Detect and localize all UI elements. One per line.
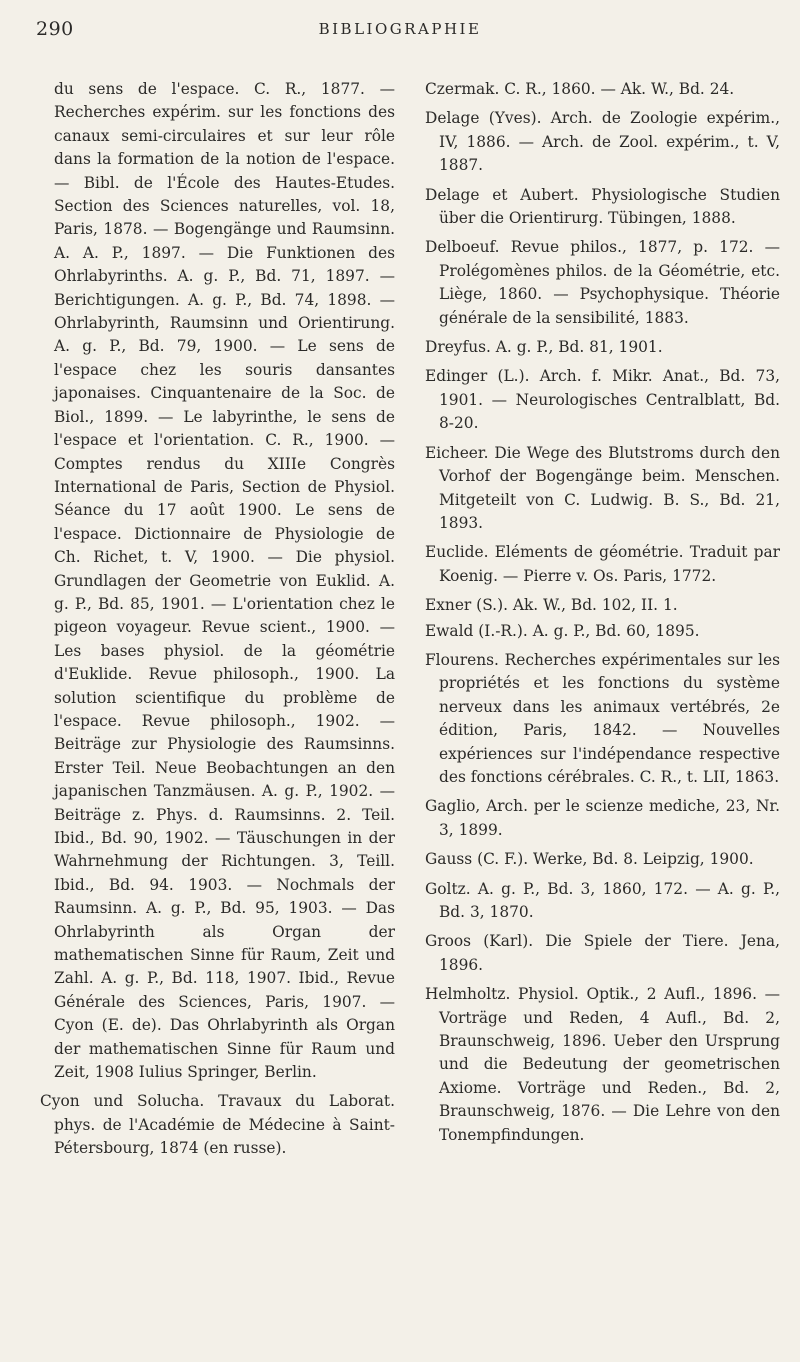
bibliography-entry: Delage et Aubert. Physiologische Studien über die Orientirurg. Tübingen, 1888. [425,185,780,228]
bibliography-entry: Gauss (C. F.). Werke, Bd. 8. Leipzig, 1900. [425,850,754,869]
bibliography-entry: du sens de l'espace. C. R., 1877. — Recherches expérim. sur les fonctions des canaux semi-circulaires et sur leur rôle dans la formation de la notion de l'espace. — Bibl. de l'École des Hautes-Etudes. Section des Sciences naturelles, vol. 18, Paris, 1878. — Bogengänge und Raumsinn. A. A. P., 1897. — Die Funktionen des Ohrlabyrinths. A. g. P., Bd. 71, 1897. — Berichtigungen. A. g. P., Bd. 74, 1898. — Ohrlabyrinth, Raumsinn und Orientirung. A. g. P., Bd. 79, 1900. — Le sens de l'espace chez les souris dansantes japonaises. Cinquantenaire de la Soc. de Biol., 1899. — Le labyrinthe, le sens de l'espace et l'orientation. C. R., 1900. — Comptes rendus du XIIIe Congrès International de Paris, Section de Physiol. Séance du 17 août 1900. Le sens de l'espace. Dictionnaire de Physiologie de Ch. Richet, t. V, 1900. — Die physiol. Grundlagen der Geometrie von Euklid. A. g. P., Bd. 85, 1901. — L'orientation chez le pigeon voyageur. Revue scient., 1900. — Les bases physiol. de la géométrie d'Euklide. Revue philosoph., 1900. La solution scientifique du problème de l'espace. Revue philosoph., 1902. — Beiträge zur Physiologie des Raumsinns. Erster Teil. Neue Beobachtungen an den japanischen Tanzmäusen. A. g. P., 1902. — Beiträge z. Phys. d. Raumsinns. 2. Teil. Ibid., Bd. 90, 1902. — Täuschungen in der Wahrnehmung der Richtungen. 3, Teill. Ibid., Bd. 94. 1903. — Nochmals der Raumsinn. A. g. P., Bd. 95, 1903. — Das Ohrlabyrinth als Organ der mathematischen Sinne für Raum, Zeit und Zahl. A. g. P., Bd. 118, 1907. Ibid., Revue Générale des Sciences, Paris, 1907. — Cyon (E. de). Das Ohrlabyrinth als Organ der mathematischen Sinne für Raum und Zeit, 1908 Iulius Springer, Berlin. [54,80,395,1082]
right-column [425,78,780,1167]
bibliography-entry: Exner (S.). Ak. W., Bd. 102, II. 1. [425,596,678,615]
bibliography-entry: Eicheer. Die Wege des Blutstroms durch den Vorhof der Bogengänge beim. Menschen. Mitgeteilt von C. Ludwig. B. S., Bd. 21, 1893. [425,443,780,532]
bibliography-entry: Groos (Karl). Die Spiele der Tiere. Jena, 1896. [425,932,780,974]
bibliography-entry: Czermak. C. R., 1860. — Ak. W., Bd. 24. [425,80,735,98]
page-number: 290 [36,18,74,40]
section-title: BIBLIOGRAPHIE [318,20,482,38]
bibliography-entry: Goltz. A. g. P., Bd. 3, 1860, 172. — A. g. P., Bd. 3, 1870. [425,879,780,921]
left-column [40,78,395,1167]
bibliography-entry: Delboeuf. Revue philos., 1877, p. 172. — Prolégomènes philos. de la Géométrie, etc. Liège, 1860. — Psychophysique. Théorie générale de la sensibilité, 1883. [425,238,780,327]
bibliography-entry: Euclide. Eléments de géométrie. Traduit par Koenig. — Pierre v. Os. Paris, 1772. [425,543,780,585]
text-columns [40,78,780,1167]
bibliography-entry: Delage (Yves). Arch. de Zoologie expérim., IV, 1886. — Arch. de Zool. expérim., t. V, 1887. [425,109,780,175]
bibliography-entry: Flourens. Recherches expérimentales sur les propriétés et les fonctions du système nerveux dans les animaux vertébrés, 2e édition, Paris, 1842. — Nouvelles expériences sur l'indépendance respective des fonctions cérébrales. C. R., t. LII, 1863. [425,650,780,786]
bibliography-entry: Gaglio, Arch. per le scienze mediche, 23, Nr. 3, 1899. [425,797,780,839]
bibliography-entry: Edinger (L.). Arch. f. Mikr. Anat., Bd. 73, 1901. — Neurologisches Centralblatt, Bd. 8-20. [425,367,780,433]
running-head [0,18,800,48]
bibliography-entry: Ewald (I.-R.). A. g. P., Bd. 60, 1895. [425,621,700,640]
bibliography-entry: Cyon und Solucha. Travaux du Laborat. phys. de l'Académie de Médecine à Saint-Pétersbourg, 1874 (en russe). [40,1092,395,1158]
bibliography-entry: Helmholtz. Physiol. Optik., 2 Aufl., 1896. — Vorträge und Reden, 4 Aufl., Bd. 2, Braunschweig, 1896. Ueber den Ursprung und die Bedeutung der geometrischen Axiome. Vorträge und Reden., Bd. 2, Braunschweig, 1876. — Die Lehre von den Tonempfindungen. [425,985,780,1144]
bibliography-entry: Dreyfus. A. g. P., Bd. 81, 1901. [425,338,663,357]
